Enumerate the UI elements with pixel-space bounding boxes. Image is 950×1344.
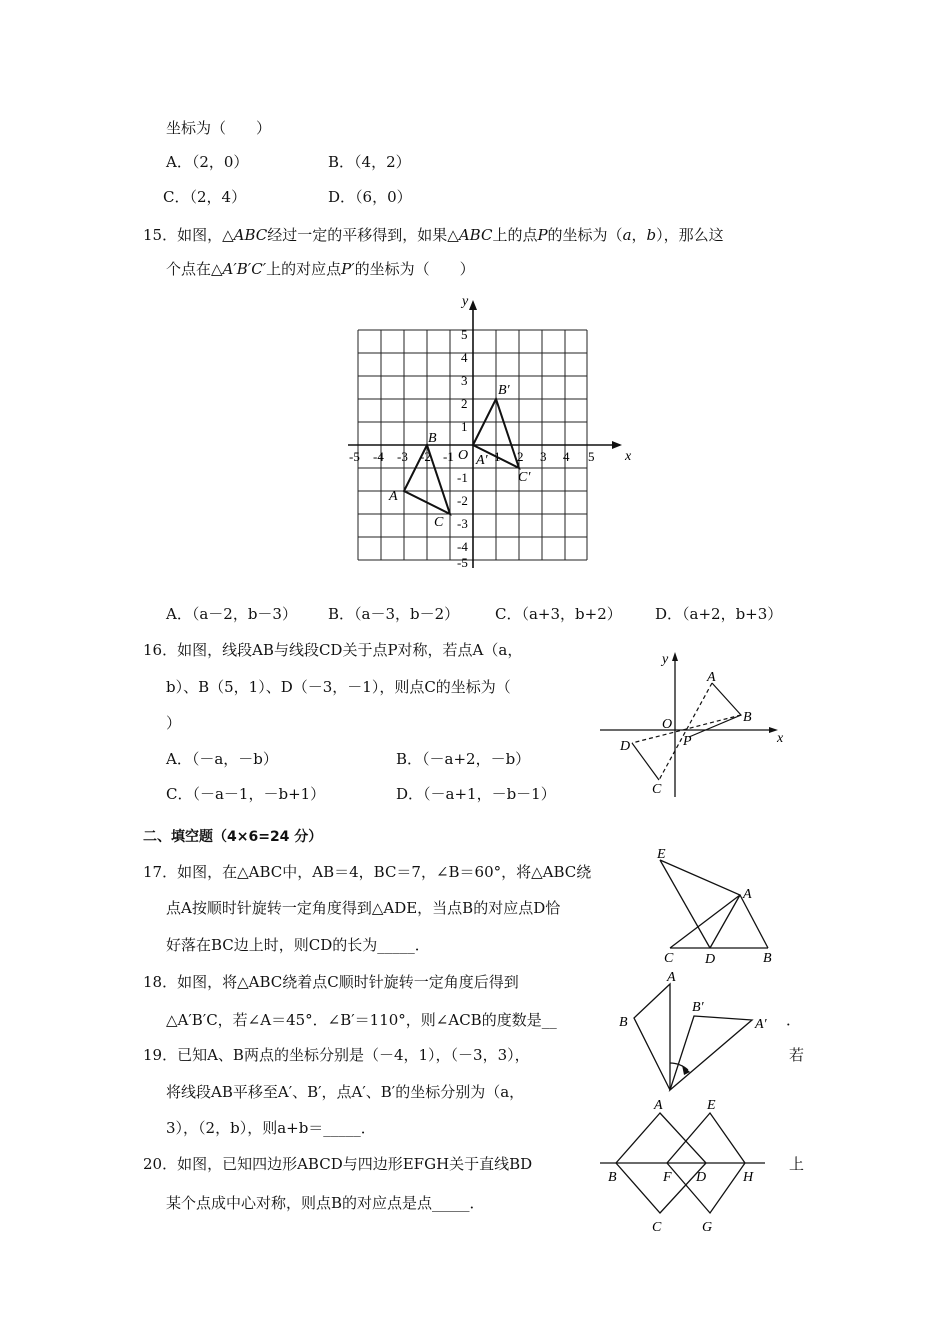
q17-label-e: E <box>657 847 666 862</box>
q16-option-d: D．（－a+1，－b－1） <box>396 785 556 803</box>
q15-option-c: C．（a+3，b+2） <box>495 605 622 623</box>
q18-label-a: A <box>667 970 676 985</box>
q16-label-a: A <box>707 670 716 685</box>
q17-text-line3: 好落在BC边上时，则CD的长为_____． <box>166 936 430 954</box>
q16-y-arrow-icon <box>672 652 678 661</box>
q16-text-line3: ） <box>166 714 182 732</box>
q15-ytick: -5 <box>457 555 468 570</box>
q16-label-d: D <box>620 739 631 754</box>
q18-figure <box>612 968 782 1096</box>
q16-segment-cd <box>632 743 659 780</box>
q15-ytick: 1 <box>461 419 468 434</box>
q17-edge-ed <box>660 860 710 948</box>
q16-label-b: B <box>743 710 752 725</box>
q15-xtick: -5 <box>349 449 360 464</box>
q15-ytick: 4 <box>461 350 468 365</box>
q15-option-b: B．（a－3，b－2） <box>328 605 460 623</box>
q17-edge-ab <box>740 895 768 948</box>
q18-label-b: B <box>619 1015 628 1030</box>
q15-ytick: -4 <box>457 539 468 554</box>
q17-figure <box>650 845 780 967</box>
q15-text-line2: 个点在△A′B′C′上的对应点P′的坐标为（ ） <box>166 260 475 278</box>
q18-triangle-abc <box>634 984 670 1090</box>
q18-label-a1: A′ <box>755 1017 767 1032</box>
q19-text-line3: 3），（2，b），则a+b＝_____． <box>166 1119 376 1137</box>
q16-option-c: C．（－a－1，－b+1） <box>166 785 326 803</box>
section-heading: 二、填空题（4×6=24 分） <box>143 829 323 845</box>
q15-label-b: B <box>428 431 437 446</box>
q15-x-arrow-icon <box>612 441 622 449</box>
q16-text-line1: 16．如图，线段AB与线段CD关于点P对称，若点A（a， <box>143 641 523 659</box>
q18-triangle-a1b1c <box>670 1016 752 1090</box>
q18-tail: ． <box>786 1011 802 1029</box>
q15-x-ticks <box>349 449 595 464</box>
q18-text-line1: 18．如图，将△ABC绕着点C顺时针旋转一定角度后得到 <box>143 973 519 991</box>
q14-option-c: C．（2，4） <box>163 188 247 206</box>
q19-tail: 若 <box>789 1046 805 1064</box>
q20-label-f: F <box>663 1170 672 1185</box>
q15-label-c1: C′ <box>518 470 531 485</box>
q15-xtick: -4 <box>373 449 384 464</box>
q18-text-line2: △A′B′C，若∠A＝45°．∠B′＝110°，则∠ACB的度数是__ <box>166 1011 557 1029</box>
q16-y-label: y <box>662 652 669 667</box>
q15-xtick: 2 <box>517 449 524 464</box>
q15-option-a: A．（a－2，b－3） <box>166 605 297 623</box>
q15-xtick: 1 <box>494 449 501 464</box>
q20-label-b: B <box>608 1170 617 1185</box>
q20-text-line2: 某个点成中心对称，则点B的对应点是点_____． <box>166 1194 485 1212</box>
q14-tail: 坐标为（ ） <box>166 119 272 137</box>
q16-origin-label: O <box>662 717 673 732</box>
q16-figure <box>595 645 790 805</box>
q20-label-h: H <box>743 1170 754 1185</box>
q17-label-d: D <box>705 952 716 967</box>
q15-xtick: 3 <box>540 449 547 464</box>
q16-option-b: B．（－a+2，－b） <box>396 750 531 768</box>
q15-origin-label: O <box>458 448 469 463</box>
q20-figure <box>595 1093 775 1238</box>
q16-label-p: P <box>683 734 692 749</box>
q15-coordinate-figure <box>340 285 640 580</box>
q15-ytick: 5 <box>461 327 468 342</box>
q17-label-b: B <box>763 951 772 966</box>
q17-text-line1: 17．如图，在△ABC中，AB＝4，BC＝7，∠B＝60°，将△ABC绕 <box>143 863 592 881</box>
q20-label-d: D <box>696 1170 707 1185</box>
q20-label-g: G <box>702 1220 713 1235</box>
q16-label-c: C <box>652 782 662 797</box>
q19-text-line1: 19．已知A、B两点的坐标分别是（－4，1），（－3，3）， <box>143 1046 530 1064</box>
q20-tail: 上 <box>789 1155 805 1173</box>
q15-y-arrow-icon <box>469 300 477 310</box>
q15-xtick: -3 <box>397 449 408 464</box>
q16-option-a: A．（－a，－b） <box>166 750 278 768</box>
q20-label-e: E <box>707 1098 716 1113</box>
q20-label-c: C <box>652 1220 662 1235</box>
q14-option-d: D．（6，0） <box>328 188 412 206</box>
q15-x-label: x <box>625 449 632 464</box>
q15-xtick: -2 <box>420 449 431 464</box>
q15-ytick: -3 <box>457 516 468 531</box>
q14-option-a: A．（2，0） <box>166 153 249 171</box>
q15-ytick: 3 <box>461 373 468 388</box>
q15-xtick: 5 <box>588 449 595 464</box>
q15-ytick: -1 <box>457 470 468 485</box>
q15-xtick: 4 <box>563 449 570 464</box>
q18-label-b1: B′ <box>692 1000 704 1015</box>
q15-text-line1: 15．如图，△ABC经过一定的平移得到，如果△ABC上的点P的坐标为（a，b），那么这 <box>143 226 724 244</box>
q20-text-line1: 20．如图，已知四边形ABCD与四边形EFGH关于直线BD <box>143 1155 533 1173</box>
q15-option-d: D．（a+2，b+3） <box>655 605 783 623</box>
q16-text-line2: b）、B（5，1）、D（－3，－1），则点C的坐标为（ <box>166 678 511 696</box>
q19-text-line2: 将线段AB平移至A′、B′，点A′、B′的坐标分别为（a， <box>166 1083 525 1101</box>
q17-label-a: A <box>743 887 752 902</box>
q14-option-b: B．（4，2） <box>328 153 411 171</box>
q15-xtick: -1 <box>443 449 454 464</box>
q15-y-label: y <box>462 294 469 309</box>
q15-ytick: 2 <box>461 396 468 411</box>
q15-ytick: -2 <box>457 493 468 508</box>
q16-x-label: x <box>777 731 784 746</box>
q15-label-b1: B′ <box>498 383 510 398</box>
q20-label-a: A <box>654 1098 663 1113</box>
q15-label-a1: A′ <box>476 453 488 468</box>
q15-label-a: A <box>389 489 398 504</box>
q15-label-c: C <box>434 515 444 530</box>
q17-text-line2: 点A按顺时针旋转一定角度得到△ADE，当点B的对应点D恰 <box>166 899 561 917</box>
q17-label-c: C <box>664 951 674 966</box>
